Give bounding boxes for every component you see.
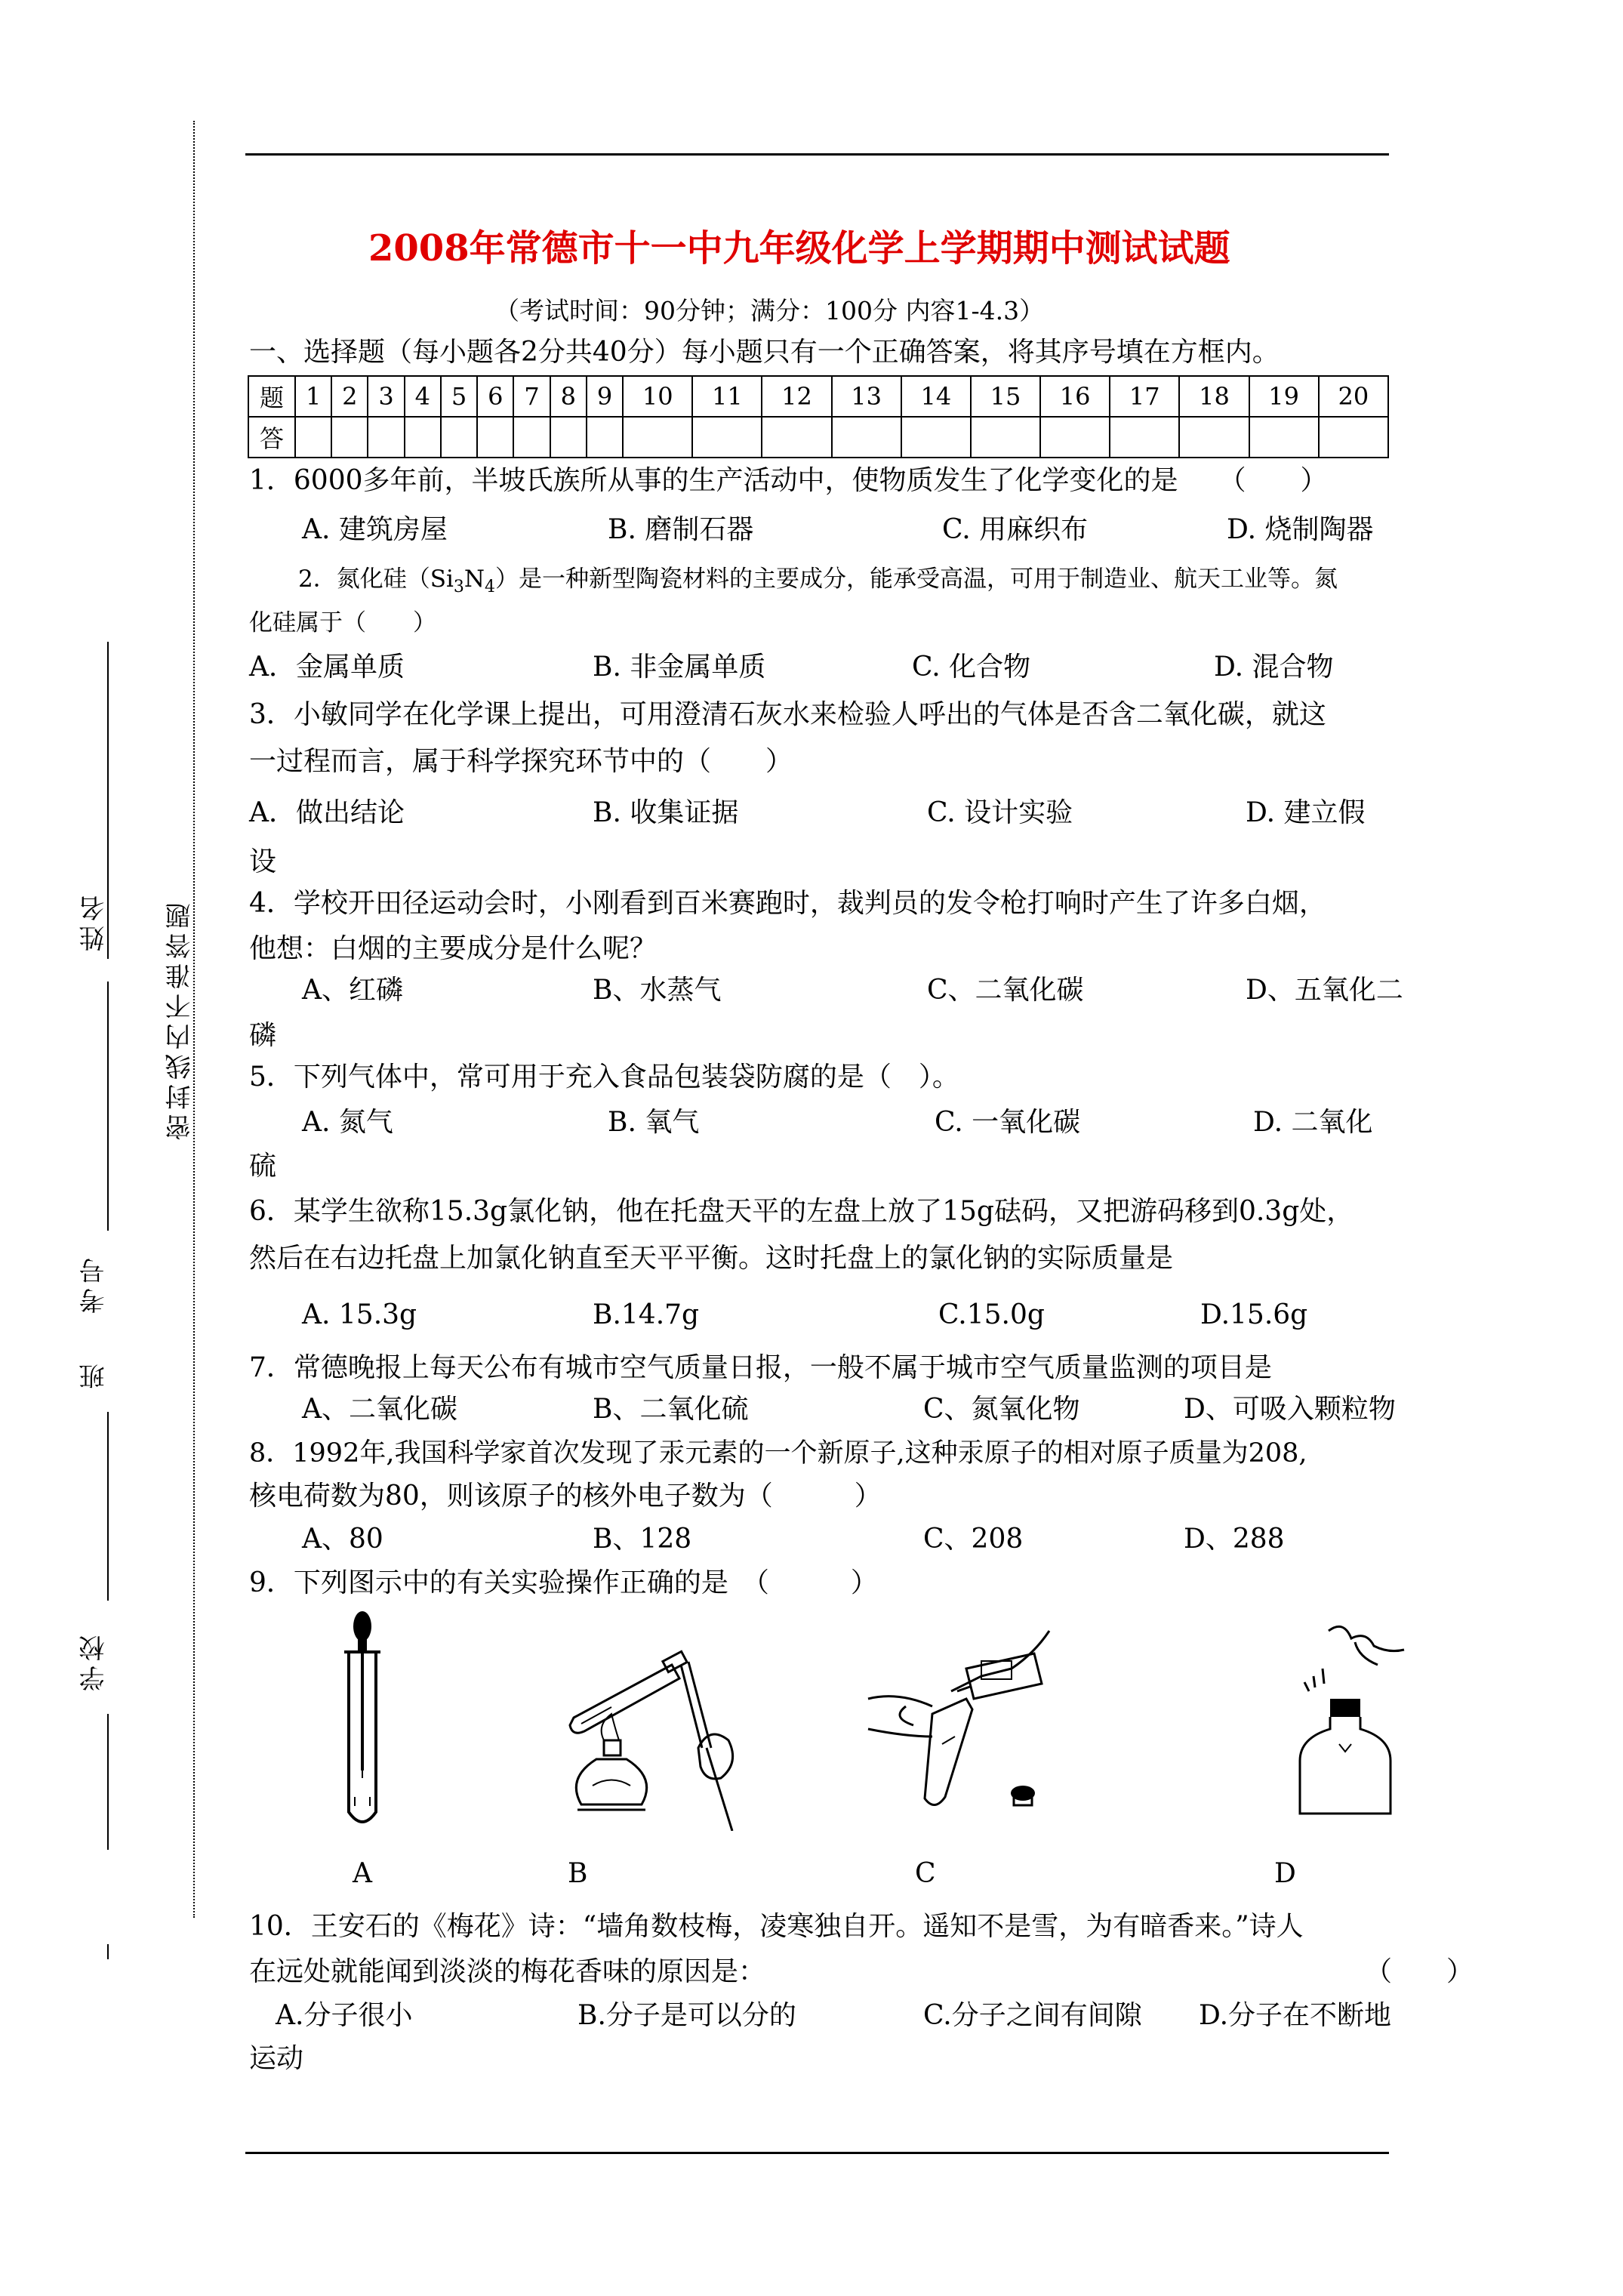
answer-cell[interactable] [368,417,404,458]
q5-option-b: B. 氧气 [608,1107,700,1138]
q10-option-d-cont: 运动 [249,2043,304,2074]
q1-stem: 1．6000多年前，半坡氏族所从事的生产活动中，使物质发生了化学变化的是 （ ） [249,465,1328,496]
answer-cell[interactable] [1040,417,1110,458]
q4-option-c: C、二氧化碳 [927,975,1084,1006]
q6-option-d: D.15.6g [1200,1299,1308,1330]
row-label-question: 题 [248,376,295,417]
table-cell: 16 [1040,376,1110,417]
q5-option-c: C. 一氧化碳 [935,1107,1081,1138]
answer-cell[interactable] [477,417,513,458]
q1-option-a: A. 建筑房屋 [302,514,448,545]
q6-stem-line1: 6．某学生欲称15.3g氯化钠，他在托盘天平的左盘上放了15g砝码，又把游码移到0.3g处， [249,1196,1354,1227]
table-cell: 4 [405,376,441,417]
q3-option-b: B. 收集证据 [593,797,739,828]
q8-option-a: A、80 [302,1524,383,1555]
q10-option-b: B.分子是可以分的 [577,2000,796,2031]
q2-sub-3: 3 [453,578,464,597]
q7-option-c: C、氮氧化物 [923,1394,1080,1425]
q2-stem-line2: 化硅属于（ ） [249,609,436,636]
q2-stem-pre: 2．氮化硅（Si [298,566,454,593]
q6-option-a: A. 15.3g [302,1299,417,1330]
q7-option-b: B、二氧化硫 [593,1394,749,1425]
answer-cell[interactable] [405,417,441,458]
answer-cell[interactable] [331,417,368,458]
q10-option-d: D.分子在不断地 [1199,2000,1392,2031]
name-label: 姓名 [79,891,109,951]
answer-cell[interactable] [550,417,587,458]
figure-a-dropper-test-tube [332,1608,393,1842]
figure-d-label: D [1274,1858,1296,1889]
table-cell: 17 [1110,376,1179,417]
figure-d-smelling-gas [1283,1616,1412,1827]
table-cell: 6 [477,376,513,417]
figure-c-label: C [915,1858,936,1889]
table-cell: 3 [368,376,404,417]
q8-stem-line2: 核电荷数为80，则该原子的核外电子数为（ ） [249,1481,882,1512]
bottom-rule [245,2152,1389,2154]
answer-cell[interactable] [587,417,623,458]
table-cell: 1 [295,376,331,417]
q2-option-a: A．金属单质 [249,652,405,683]
answer-cell[interactable] [513,417,550,458]
exam-no-label: 考号 [79,1253,109,1314]
answer-cell[interactable] [441,417,477,458]
bottom-tick [107,1944,109,1959]
q1-option-c: C. 用麻织布 [942,514,1089,545]
q3-option-c: C. 设计实验 [927,797,1073,828]
q2-stem-post: ）是一种新型陶瓷材料的主要成分，能承受高温，可用于制造业、航天工业等。氮 [495,566,1338,593]
q8-option-d: D、288 [1184,1524,1285,1555]
answer-cell[interactable] [901,417,971,458]
q5-option-a: A. 氮气 [302,1107,393,1138]
answer-table-number-row [248,376,1388,417]
table-cell: 18 [1179,376,1249,417]
page-title: 2008年常德市十一中九年级化学上学期期中测试试题 [368,227,1230,270]
name-blank [107,642,109,959]
figure-a-label: A [353,1858,372,1889]
q8-stem-line1: 8．1992年,我国科学家首次发现了汞元素的一个新原子,这种汞原子的相对原子质量为208, [249,1438,1307,1469]
answer-cell[interactable] [295,417,331,458]
q10-stem-line2: 在远处就能闻到淡淡的梅花香味的原因是： [249,1956,766,1987]
q10-option-c: C.分子之间有间隙 [923,2000,1142,2031]
q2-sub-4: 4 [485,578,495,597]
table-cell: 13 [832,376,901,417]
school-label: 学校 [79,1631,109,1691]
class-label: 班 [79,1359,109,1389]
q3-stem-line2: 一过程而言，属于科学探究环节中的（ ） [249,746,793,777]
table-cell: 7 [513,376,550,417]
q1-option-d: D. 烧制陶器 [1227,514,1374,545]
q7-stem: 7．常德晚报上每天公布有城市空气质量日报，一般不属于城市空气质量监测的项目是 [249,1352,1272,1383]
q10-stem-line1: 10．王安石的《梅花》诗：“墙角数枝梅，凌寒独自开。遥知不是雪，为有暗香来。”诗人 [249,1911,1304,1942]
answer-cell[interactable] [762,417,831,458]
class-blank [107,1412,109,1601]
answer-table [248,375,1389,458]
q1-option-b: B. 磨制石器 [608,514,754,545]
row-label-answer: 答 [248,417,295,458]
seal-line-notice: 密封线内不准答题 [165,898,196,1140]
answer-cell[interactable] [692,417,762,458]
figure-c-pouring-liquid [861,1623,1079,1827]
q4-option-b: B、水蒸气 [593,975,722,1006]
q6-option-b: B.14.7g [593,1299,700,1330]
answer-cell[interactable] [1249,417,1319,458]
table-cell: 9 [587,376,623,417]
table-cell: 20 [1319,376,1388,417]
top-rule [245,153,1389,156]
q7-option-d: D、可吸入颗粒物 [1184,1394,1396,1425]
table-cell: 2 [331,376,368,417]
q4-stem-line1: 4．学校开田径运动会时，小刚看到百米赛跑时，裁判员的发令枪打响时产生了许多白烟， [249,888,1326,919]
table-cell: 11 [692,376,762,417]
name-blank-2 [107,982,109,1231]
q2-stem [298,562,1338,604]
q2-stem-n: N [463,566,485,593]
q4-stem-line2: 他想：白烟的主要成分是什么呢？ [249,933,658,964]
section-heading: 一、选择题（每小题各2分共40分）每小题只有一个正确答案，将其序号填在方框内。 [249,337,1280,368]
q4-option-d: D、五氧化二 [1246,975,1403,1006]
answer-cell[interactable] [1319,417,1388,458]
table-cell: 14 [901,376,971,417]
table-cell: 5 [441,376,477,417]
exam-info: （考试时间：90分钟；满分：100分 内容1-4.3） [494,296,1045,325]
answer-cell[interactable] [832,417,901,458]
q2-option-b: B. 非金属单质 [593,652,766,683]
q7-option-a: A、二氧化碳 [302,1394,457,1425]
q2-option-c: C. 化合物 [912,652,1031,683]
q8-option-c: C、208 [923,1524,1024,1555]
answer-table-answer-row [248,417,1388,458]
q4-option-d-cont: 磷 [249,1020,277,1051]
answer-cell[interactable] [623,417,692,458]
q4-option-a: A、红磷 [302,975,403,1006]
q9-stem: 9．下列图示中的有关实验操作正确的是 （ ） [249,1567,878,1598]
school-blank [107,1714,109,1850]
table-cell: 8 [550,376,587,417]
table-cell: 15 [971,376,1040,417]
q5-option-d-cont: 硫 [249,1151,277,1182]
q3-option-a: A．做出结论 [249,797,405,828]
q2-option-d: D. 混合物 [1214,652,1334,683]
q5-stem: 5．下列气体中，常可用于充入食品包装袋防腐的是（ ）。 [249,1062,959,1093]
q10-answer-paren: （ ） [1365,1956,1474,1987]
table-cell: 10 [623,376,692,417]
q3-stem-line1: 3．小敏同学在化学课上提出，可用澄清石灰水来检验人呼出的气体是否含二氧化碳，就这 [249,699,1326,730]
table-cell: 12 [762,376,831,417]
table-cell: 19 [1249,376,1319,417]
q6-option-c: C.15.0g [938,1299,1045,1330]
figure-b-label: B [568,1858,588,1889]
q10-option-a: A.分子很小 [276,2000,413,2031]
answer-cell[interactable] [1110,417,1179,458]
q8-option-b: B、128 [593,1524,692,1555]
q3-option-d: D. 建立假 [1246,797,1366,828]
figure-b-heating-test-tube [551,1635,747,1831]
q5-option-d: D. 二氧化 [1253,1107,1373,1138]
answer-cell[interactable] [971,417,1040,458]
q3-option-d-cont: 设 [249,846,277,877]
answer-cell[interactable] [1179,417,1249,458]
q6-stem-line2: 然后在右边托盘上加氯化钠直至天平平衡。这时托盘上的氯化钠的实际质量是 [249,1243,1174,1274]
